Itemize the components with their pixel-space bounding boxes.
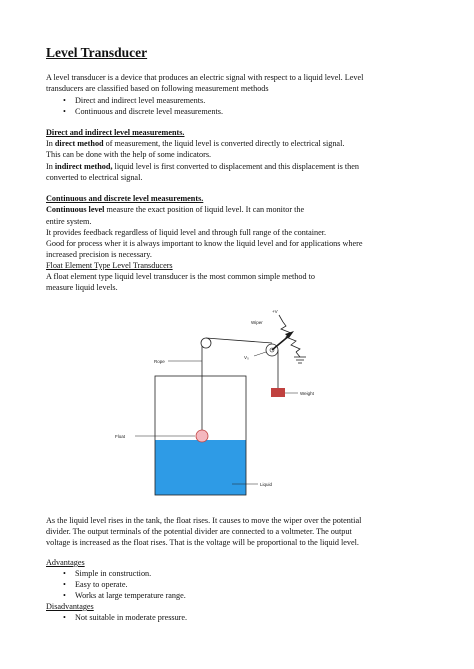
advantage-item bbox=[63, 580, 128, 591]
label-wiper: Wiper bbox=[251, 320, 263, 325]
bullet-glyph: • bbox=[63, 580, 66, 589]
float-ball bbox=[196, 430, 208, 442]
advantage-item bbox=[63, 591, 186, 602]
vo-lead bbox=[254, 352, 266, 356]
resistor-top-lead bbox=[279, 315, 283, 322]
bullet-text: Not suitable in moderate pressure. bbox=[75, 613, 188, 622]
continuous-line-5: increased precision is necessary. bbox=[46, 250, 152, 259]
float-line-1: A float element type liquid level transducer is the most common simple method to bbox=[46, 272, 315, 281]
label-float: Float bbox=[115, 434, 126, 439]
disadvantage-item bbox=[63, 613, 187, 624]
bold-run: indirect method, bbox=[54, 162, 113, 171]
bullet-text: Continuous and discrete level measurements. bbox=[75, 107, 224, 116]
explanation-line-2: divider. The output terminals of the potential divider are connected to a voltmeter. The output bbox=[46, 527, 352, 536]
bold-run: Continuous level bbox=[46, 205, 105, 214]
text-run: In bbox=[46, 162, 55, 171]
direct-heading: Direct and indirect level measurements. bbox=[46, 128, 185, 137]
label-liquid: Liquid bbox=[260, 482, 273, 487]
liquid-fill bbox=[155, 440, 246, 495]
bullet-glyph: • bbox=[63, 591, 66, 600]
explanation-line-1: As the liquid level rises in the tank, the float rises. It causes to move the wiper over the potential bbox=[46, 516, 362, 525]
continuous-line-3: It provides feedback regardless of liquid level and through full range of the container. bbox=[46, 228, 327, 237]
bullet-glyph: • bbox=[63, 613, 66, 622]
bold-run: direct method bbox=[54, 139, 104, 148]
float-heading: Float Element Type Level Transducers bbox=[46, 261, 173, 270]
page-title: Level Transducer bbox=[46, 45, 148, 60]
rope-top bbox=[206, 338, 272, 343]
continuous-line-4: Good for process wher it is always important to know the liquid level and for applications where bbox=[46, 239, 363, 248]
pulley bbox=[201, 338, 211, 348]
label-vo: V₀ bbox=[244, 355, 249, 360]
bullet-glyph: • bbox=[63, 96, 66, 105]
bullet-text: Simple in construction. bbox=[75, 569, 152, 578]
text-run: measure the exact position of liquid level. It can monitor the bbox=[104, 205, 305, 214]
label-rope: Rope bbox=[154, 359, 165, 364]
continuous-line-2: entire system. bbox=[46, 217, 92, 226]
text-run: liquid level is first converted to displacement and this displacement is then bbox=[112, 162, 359, 171]
float-line-2: measure liquid levels. bbox=[46, 283, 118, 292]
continuous-heading: Continuous and discrete level measurements. bbox=[46, 194, 204, 203]
bullet-text: Easy to operate. bbox=[75, 580, 128, 589]
weight-block bbox=[271, 388, 285, 397]
intro-line-1: A level transducer is a device that produces an electric signal with respect to a liquid level. Level bbox=[46, 73, 364, 82]
bullet-text: Direct and indirect level measurements. bbox=[75, 96, 206, 105]
bullet-text: Works at large temperature range. bbox=[75, 591, 186, 600]
explanation-line-3: voltage is increased as the float rises. That is the voltage will be proportional to the liquid level. bbox=[46, 538, 359, 547]
direct-line-2: This can be done with the help of some indicators. bbox=[46, 150, 212, 159]
intro-line-2: transducers are classified based on following measurement methods bbox=[46, 84, 269, 93]
bullet-glyph: • bbox=[63, 107, 66, 116]
text-run: of measurement, the liquid level is converted directly to electrical signal. bbox=[103, 139, 345, 148]
direct-line-4: converted to electrical signal. bbox=[46, 173, 143, 182]
resistor-zigzag bbox=[281, 322, 300, 352]
resistor-bottom-lead bbox=[296, 352, 300, 357]
label-vplus: +V bbox=[272, 309, 278, 314]
advantage-item bbox=[63, 569, 151, 580]
disadvantages-heading: Disadvantages bbox=[46, 602, 94, 611]
wiper-arrow-shaft bbox=[272, 335, 290, 350]
text-run: In bbox=[46, 139, 55, 148]
bullet-glyph: • bbox=[63, 569, 66, 578]
advantages-heading: Advantages bbox=[46, 558, 85, 567]
label-weight: Weight bbox=[300, 391, 314, 396]
